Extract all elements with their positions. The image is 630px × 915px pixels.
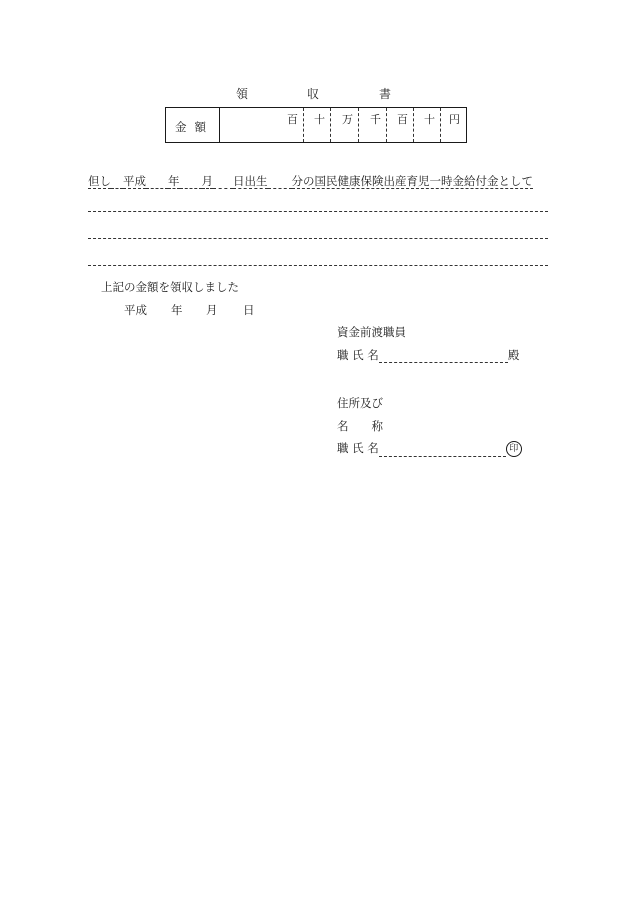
payer-name-field[interactable]	[379, 350, 508, 363]
date-year: 年	[171, 303, 183, 317]
payee-person-label: 職 氏 名	[337, 441, 379, 455]
day-field[interactable]	[213, 175, 233, 189]
amount-digit-cell-ten-thousand[interactable]	[330, 108, 358, 142]
amount-digit-cell-hundred[interactable]	[386, 108, 413, 142]
birth-detail-field[interactable]	[268, 175, 292, 189]
amount-digit-cell-hundred-million[interactable]	[220, 108, 303, 142]
title-char-3: 書	[379, 87, 392, 101]
amount-box	[165, 107, 467, 143]
unit-label: 十	[424, 113, 435, 126]
payee-address-label: 住所及び	[337, 396, 383, 410]
date-era: 平成	[124, 303, 147, 317]
amount-label-cell	[166, 108, 220, 142]
purpose-year: 年	[168, 174, 180, 188]
amount-digit-cell-yen[interactable]	[440, 108, 465, 142]
unit-label: 十	[314, 113, 325, 126]
payer-honorific: 殿	[507, 348, 520, 362]
month-field[interactable]	[180, 175, 202, 189]
unit-label: 万	[342, 113, 353, 126]
purpose-month: 月	[201, 174, 213, 188]
purpose-suffix: 分の国民健康保険出産育児一時金給付金として	[291, 174, 533, 188]
purpose-line	[88, 173, 533, 189]
ruled-line-2[interactable]	[88, 238, 548, 239]
unit-label: 百	[397, 113, 408, 126]
payee-person-row	[337, 440, 522, 457]
date-day: 日	[243, 303, 255, 317]
amount-digit-cell-ten-million[interactable]	[303, 108, 330, 142]
unit-label: 百	[287, 113, 298, 126]
payee-name-label: 名 称	[337, 419, 383, 433]
title-char-2: 収	[307, 87, 320, 101]
received-statement: 上記の金額を領収しました	[101, 280, 239, 294]
date-month: 月	[206, 303, 218, 317]
ruled-line-3[interactable]	[88, 265, 548, 266]
purpose-prefix: 但し	[88, 174, 111, 188]
payer-name-label: 職 氏 名	[337, 348, 379, 362]
title-char-1: 領	[236, 87, 249, 101]
payee-person-field[interactable]	[379, 444, 506, 457]
seal-icon: 印	[506, 441, 522, 457]
purpose-era: 平成	[123, 174, 146, 188]
amount-digit-cell-thousand[interactable]	[358, 108, 386, 142]
payer-title: 資金前渡職員	[337, 325, 406, 339]
unit-label: 円	[449, 113, 460, 126]
purpose-gap	[111, 175, 123, 189]
year-field[interactable]	[146, 175, 168, 189]
payer-name-row	[337, 347, 519, 363]
amount-label: 金額	[175, 120, 214, 134]
ruled-line-1[interactable]	[88, 211, 548, 212]
unit-label: 千	[370, 113, 381, 126]
amount-digit-cell-ten[interactable]	[413, 108, 440, 142]
purpose-day-birth: 日出生	[233, 174, 268, 188]
